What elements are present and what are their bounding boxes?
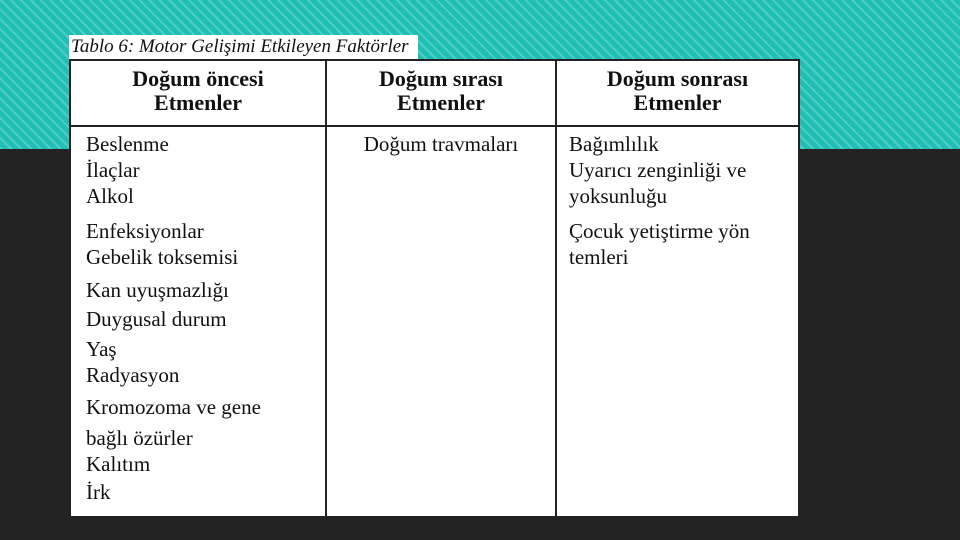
header-prenatal: Doğum öncesi Etmenler xyxy=(132,66,264,115)
list-item: Çocuk yetiştirme yön xyxy=(569,219,750,243)
prenatal-list xyxy=(86,131,321,505)
list-item: İrk xyxy=(86,480,111,504)
natal-list xyxy=(327,131,555,157)
list-item: Enfeksiyonlar xyxy=(86,219,204,243)
list-item: İlaçlar xyxy=(86,158,140,182)
column-divider xyxy=(555,61,557,516)
header-postnatal: Doğum sonrası Etmenler xyxy=(606,66,749,115)
column-divider xyxy=(325,61,327,516)
table-image xyxy=(69,35,800,518)
list-item: Kalıtım xyxy=(86,452,151,476)
list-item: Kromozoma ve gene xyxy=(86,395,261,419)
list-item: yoksunluğu xyxy=(569,184,668,208)
list-item: Gebelik toksemisi xyxy=(86,245,239,269)
list-item: Uyarıcı zenginliği ve xyxy=(569,158,747,182)
factors-table xyxy=(69,59,800,518)
list-item: Yaş xyxy=(86,337,117,361)
list-item: Radyasyon xyxy=(86,363,180,387)
list-item: Alkol xyxy=(86,184,134,208)
list-item: Kan uyuşmazlığı xyxy=(86,278,229,302)
header-natal: Doğum sırası Etmenler xyxy=(378,66,504,115)
table-caption: Tablo 6: Motor Gelişimi Etkileyen Faktörler xyxy=(69,35,418,59)
list-item: Bağımlılık xyxy=(569,132,659,156)
list-item: Duygusal durum xyxy=(86,307,227,331)
postnatal-list xyxy=(569,131,798,270)
list-item: bağlı özürler xyxy=(86,426,193,450)
list-item: temleri xyxy=(569,245,629,269)
list-item: Beslenme xyxy=(86,132,169,156)
list-item: Doğum travmaları xyxy=(363,132,519,156)
